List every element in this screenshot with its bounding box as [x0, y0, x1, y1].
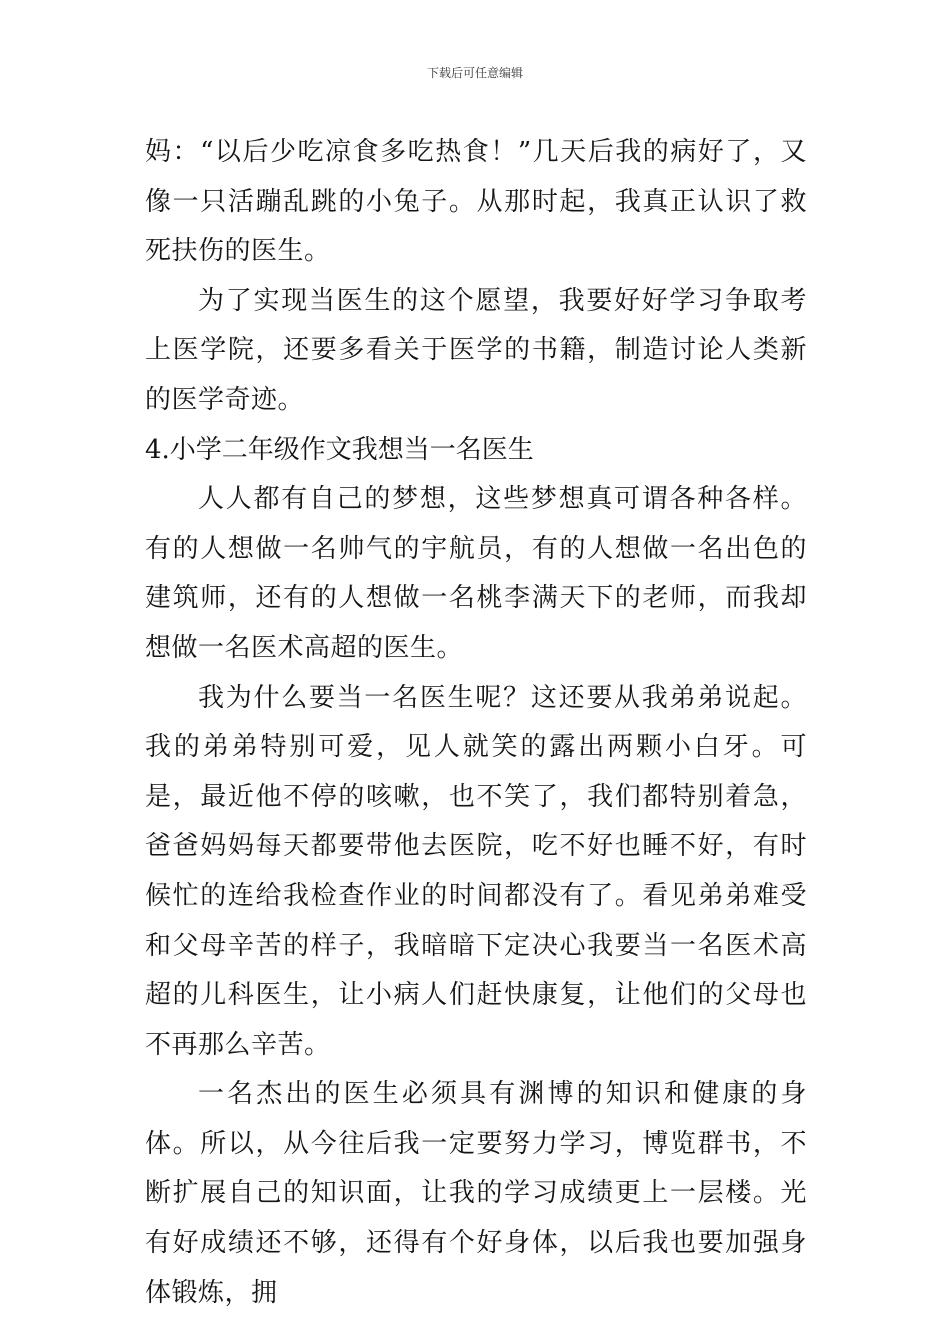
paragraph: 人人都有自己的梦想，这些梦想真可谓各种各样。有的人想做一名帅气的宇航员，有的人想做一名出色的建筑师，还有的人想做一名桃李满天下的老师，而我却想做一名医术高超的医生。 [145, 484, 807, 663]
section-heading: 4.小学二年级作文我想当一名医生 [145, 434, 534, 465]
document-body [145, 128, 807, 1318]
paragraph-continued: 妈：“以后少吃凉食多吃热食！”几天后我的病好了，又像一只活蹦乱跳的小兔子。从那时起，我真正认识了救死扶伤的医生。 [145, 137, 807, 267]
paragraph: 我为什么要当一名医生呢？这还要从我弟弟说起。我的弟弟特别可爱，见人就笑的露出两颗小白牙。可是，最近他不停的咳嗽，也不笑了，我们都特别着急，爸爸妈妈每天都要带他去医院，吃不好也睡不好，有时候忙的连给我检查作业的时间都没有了。看见弟弟难受和父母辛苦的样子，我暗暗下定决心我要当一名医术高超的儿科医生，让小病人们赶快康复，让他们的父母也不再那么辛苦。 [145, 682, 807, 1060]
paragraph: 一名杰出的医生必须具有渊博的知识和健康的身体。所以，从今往后我一定要努力学习，博览群书，不断扩展自己的知识面，让我的学习成绩更上一层楼。光有好成绩还不够，还得有个好身体，以后我也要加强身体锻炼，拥 [145, 1079, 807, 1308]
page-header: 下载后可任意编辑 [426, 66, 523, 80]
paragraph: 为了实现当医生的这个愿望，我要好好学习争取考上医学院，还要多看关于医学的书籍，制造讨论人类新的医学奇迹。 [145, 285, 807, 415]
